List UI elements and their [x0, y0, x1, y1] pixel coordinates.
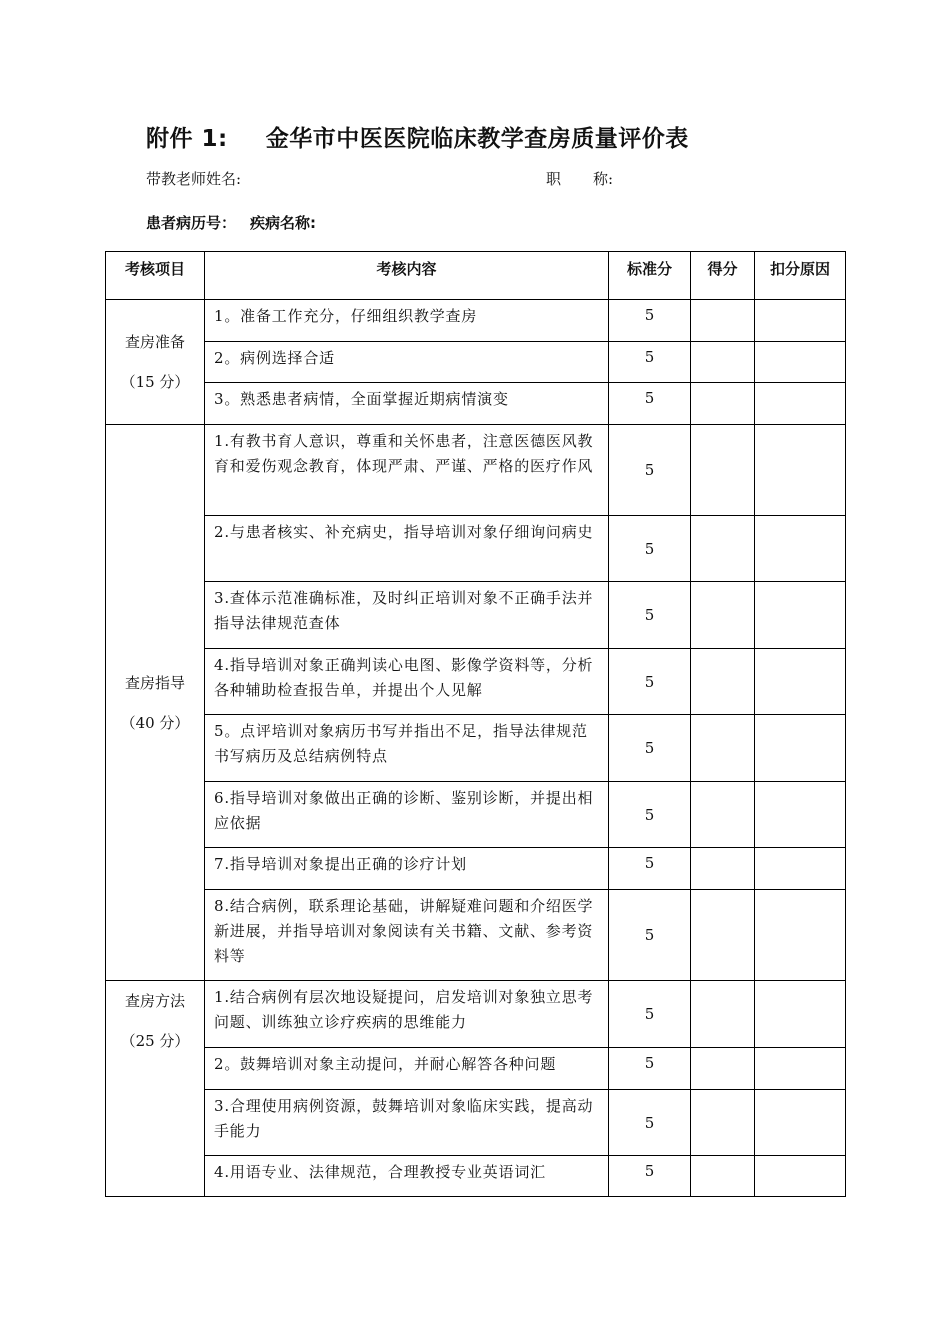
table-row [106, 782, 846, 848]
criteria-text: 1。准备工作充分，仔细组织教学查房 [205, 300, 609, 342]
header-category: 考核项目 [106, 252, 205, 300]
score-field[interactable] [691, 890, 755, 981]
deduction-reason-field[interactable] [755, 890, 846, 981]
deduction-reason-field[interactable] [755, 782, 846, 848]
deduction-reason-field[interactable] [755, 425, 846, 516]
criteria-text: 1.有教书育人意识，尊重和关怀患者，注意医德医风教育和爱伤观念教育，体现严肃、严谨、严格的医疗作风 [205, 425, 609, 516]
table-row [106, 425, 846, 516]
criteria-text: 4.用语专业、法律规范，合理教授专业英语词汇 [205, 1156, 609, 1197]
table-row [106, 981, 846, 1048]
score-field[interactable] [691, 981, 755, 1048]
table-row [106, 890, 846, 981]
score-field[interactable] [691, 342, 755, 383]
deduction-reason-field[interactable] [755, 1156, 846, 1197]
criteria-text: 5。点评培训对象病历书写并指出不足，指导法律规范书写病历及总结病例特点 [205, 715, 609, 782]
criteria-text: 1.结合病例有层次地设疑提问，启发培训对象独立思考问题、训练独立诊疗疾病的思维能力 [205, 981, 609, 1048]
evaluation-table [105, 251, 846, 1197]
score-field[interactable] [691, 1048, 755, 1090]
deduction-reason-field[interactable] [755, 300, 846, 342]
disease-name-label: 疾病名称: [250, 214, 317, 232]
header-score: 得分 [691, 252, 755, 300]
criteria-text: 2。病例选择合适 [205, 342, 609, 383]
standard-score: 5 [609, 782, 691, 848]
header-deduction-reason: 扣分原因 [755, 252, 846, 300]
position-label-a: 职 [546, 170, 562, 188]
category-name: 查房指导 [124, 673, 185, 692]
standard-score: 5 [609, 1048, 691, 1090]
score-field[interactable] [691, 582, 755, 649]
deduction-reason-field[interactable] [755, 1048, 846, 1090]
criteria-text: 2.与患者核实、补充病史，指导培训对象仔细询问病史 [205, 516, 609, 582]
deduction-reason-field[interactable] [755, 1090, 846, 1156]
table-row [106, 1090, 846, 1156]
category-name: 查房方法 [124, 992, 185, 1010]
score-field[interactable] [691, 848, 755, 890]
teacher-name-label: 带教老师姓名: [146, 170, 242, 188]
standard-score: 5 [609, 342, 691, 383]
deduction-reason-field[interactable] [755, 715, 846, 782]
standard-score: 5 [609, 383, 691, 425]
criteria-text: 8.结合病例，联系理论基础，讲解疑难问题和介绍医学新进展，并指导培训对象阅读有关书籍、文献、参考资料等 [205, 890, 609, 981]
deduction-reason-field[interactable] [755, 649, 846, 715]
standard-score: 5 [609, 516, 691, 582]
table-row [106, 1048, 846, 1090]
standard-score: 5 [609, 890, 691, 981]
table-row [106, 582, 846, 649]
record-number-label: 患者病历号： [146, 214, 237, 232]
score-field[interactable] [691, 649, 755, 715]
score-field[interactable] [691, 1090, 755, 1156]
table-row [106, 516, 846, 582]
deduction-reason-field[interactable] [755, 516, 846, 582]
standard-score: 5 [609, 425, 691, 516]
deduction-reason-field[interactable] [755, 383, 846, 425]
criteria-text: 4.指导培训对象正确判读心电图、影像学资料等，分析各种辅助检查报告单，并提出个人见解 [205, 649, 609, 715]
patient-info-line [146, 212, 316, 233]
category-cell-method [106, 981, 205, 1197]
table-header-row [106, 252, 846, 300]
criteria-text: 3.合理使用病例资源，鼓舞培训对象临床实践，提高动手能力 [205, 1090, 609, 1156]
standard-score: 5 [609, 300, 691, 342]
category-points: （15 分） [120, 373, 190, 391]
standard-score: 5 [609, 582, 691, 649]
category-cell-guidance [106, 425, 205, 981]
score-field[interactable] [691, 383, 755, 425]
table-row [106, 715, 846, 782]
score-field[interactable] [691, 715, 755, 782]
table-row [106, 848, 846, 890]
criteria-text: 3。熟悉患者病情，全面掌握近期病情演变 [205, 383, 609, 425]
standard-score: 5 [609, 1090, 691, 1156]
table-row [106, 649, 846, 715]
category-cell-preparation [106, 300, 205, 425]
header-content: 考核内容 [205, 252, 609, 300]
score-field[interactable] [691, 300, 755, 342]
document-title [146, 120, 689, 153]
criteria-text: 2。鼓舞培训对象主动提问，并耐心解答各种问题 [205, 1048, 609, 1090]
standard-score: 5 [609, 848, 691, 890]
criteria-text: 6.指导培训对象做出正确的诊断、鉴别诊断，并提出相应依据 [205, 782, 609, 848]
table-row [106, 1156, 846, 1197]
standard-score: 5 [609, 715, 691, 782]
standard-score: 5 [609, 1156, 691, 1197]
position-label-b: 称: [593, 170, 614, 188]
score-field[interactable] [691, 425, 755, 516]
table-row [106, 383, 846, 425]
category-name: 查房准备 [124, 333, 185, 351]
position-label [546, 168, 613, 189]
standard-score: 5 [609, 649, 691, 715]
score-field[interactable] [691, 782, 755, 848]
form-title: 金华市中医医院临床教学查房质量评价表 [265, 126, 689, 152]
header-standard-score: 标准分 [609, 252, 691, 300]
category-points: （25 分） [120, 1032, 190, 1050]
deduction-reason-field[interactable] [755, 342, 846, 383]
score-field[interactable] [691, 516, 755, 582]
deduction-reason-field[interactable] [755, 981, 846, 1048]
criteria-text: 3.查体示范准确标准，及时纠正培训对象不正确手法并指导法律规范查体 [205, 582, 609, 649]
score-field[interactable] [691, 1156, 755, 1197]
table-row [106, 300, 846, 342]
criteria-text: 7.指导培训对象提出正确的诊疗计划 [205, 848, 609, 890]
category-points: （40 分） [120, 713, 190, 732]
standard-score: 5 [609, 981, 691, 1048]
deduction-reason-field[interactable] [755, 848, 846, 890]
attachment-prefix: 附件 1: [146, 126, 228, 152]
table-row [106, 342, 846, 383]
deduction-reason-field[interactable] [755, 582, 846, 649]
